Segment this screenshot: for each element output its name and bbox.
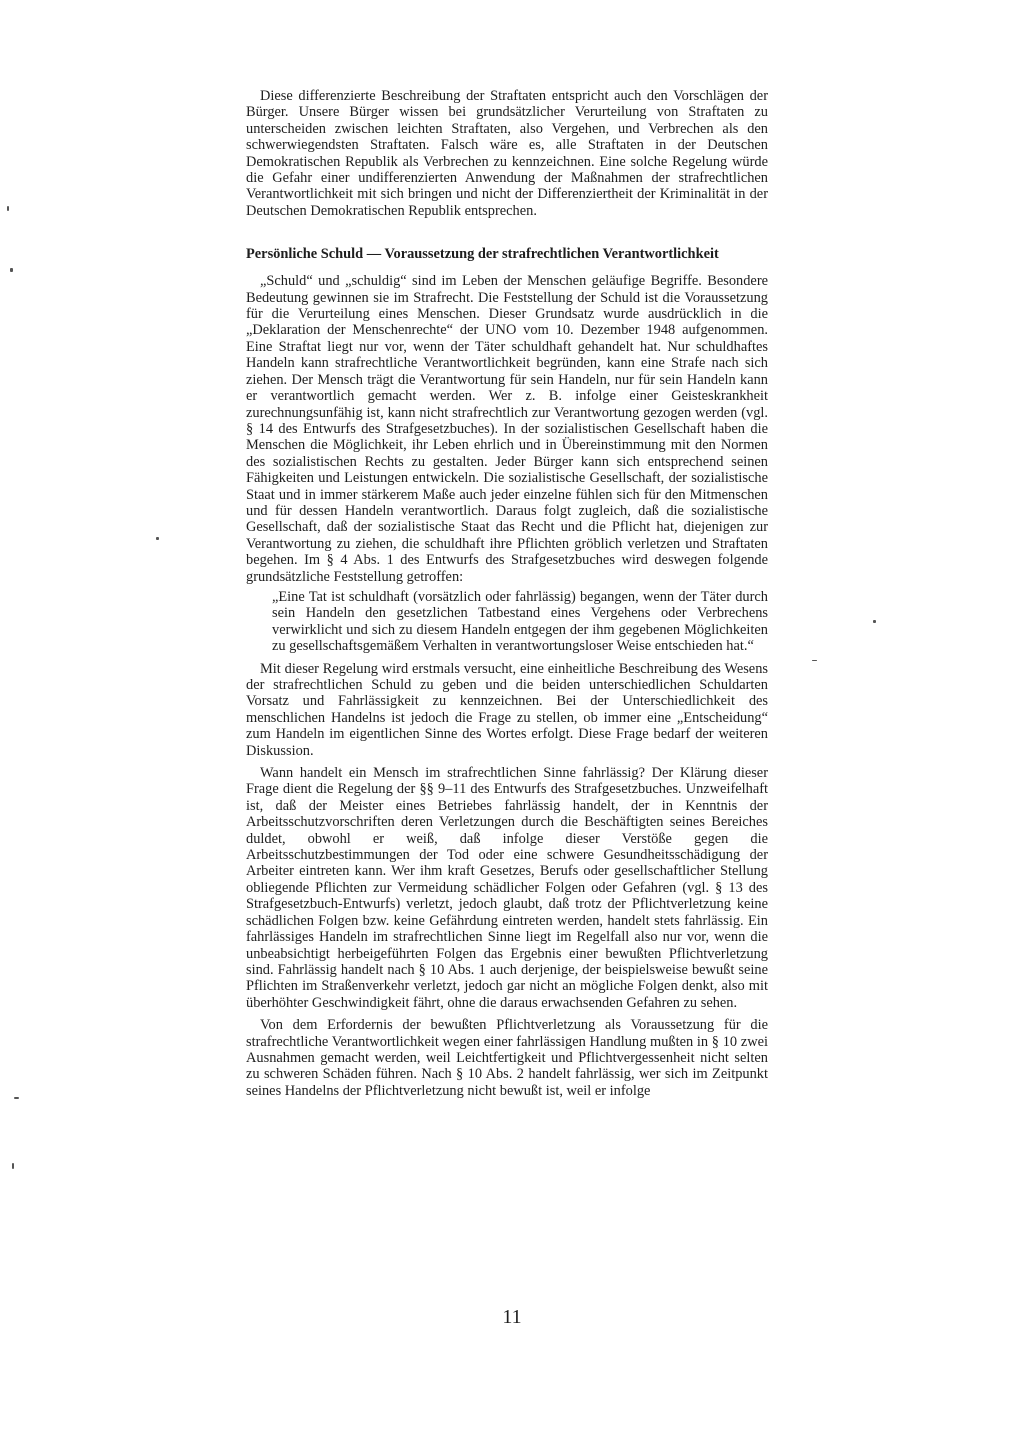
scan-speck — [10, 268, 13, 272]
page-number: 11 — [502, 1306, 522, 1328]
section-heading: Persönliche Schuld — Voraussetzung der strafrechtlichen Verantwortlichkeit — [246, 246, 719, 263]
paragraph-einheitliche-beschreibung: Mit dieser Regelung wird erstmals versucht, eine einheitliche Beschreibung des Wesens der strafrechtlichen Schuld zu geben und die beiden unterschiedlichen Schuldarten Vorsatz und Fahrlässigkeit zu kennzeichnen. Bei der Unterschiedlichkeit des menschlichen Handelns ist jedoch die Frage zu stellen, ob immer eine „Entscheidung“ zum Handeln im eigentlichen Sinne des Wortes erfolgt. Diese Frage bedarf der weiteren Diskussion. — [246, 660, 768, 759]
paragraph-schuld-und-schuldig: „Schuld“ und „schuldig“ sind im Leben der Menschen geläufige Begriffe. Besondere Bedeutung gewinnen sie im Strafrecht. Die Feststellung der Schuld ist die Voraussetzung für die Verurteilung eines Menschen. Dieser Grundsatz wurde ausdrücklich in die „Deklaration der Menschenrechte“ der UNO vom 10. Dezember 1948 aufgenommen. Eine Straftat liegt nur vor, wenn der Täter schuldhaft gehandelt hat. Nur schuldhaftes Handeln kann strafrechtliche Verantwortlichkeit begründen, kann eine Strafe nach sich ziehen. Der Mensch trägt die Verantwortung für sein Handeln, nur für sein Handeln kann er verantwortlich gemacht werden. Wer z. B. infolge einer Geisteskrankheit zurechnungsunfähig ist, kann nicht strafrechtlich zur Verantwortung gezogen werden (vgl. § 14 des Entwurfs des Strafgesetzbuches). In der sozialistischen Gesellschaft haben die Menschen die Möglichkeit, ihr Leben ehrlich und in Übereinstimmung mit den Normen des sozialistischen Rechts zu gestalten. Jeder Bürger kann sich entsprechend seinen Fähigkeiten und Leistungen entwickeln. Die sozialistische Gesellschaft, der sozialistische Staat und in immer stärkerem Maße auch jeder einzelne fühlen sich für den Mitmenschen und für dessen Handeln verantwortlich. Daraus folgt zugleich, daß die sozialistische Gesellschaft, daß der sozialistische Staat das Recht und die Pflicht hat, diejenigen zur Verantwortung zu ziehen, die schuldhaft ihre Pflichten gröblich verletzen und Straftaten begehen. Im § 4 Abs. 1 des Entwurfs des Strafgesetzbuches wird deswegen folgende grundsätzliche Feststellung getroffen: — [246, 273, 768, 585]
quote-paragraph-4-abs-1: „Eine Tat ist schuldhaft (vorsätzlich oder fahrlässig) begangen, wenn der Täter durch sein Handeln den gesetzlichen Tatbestand eines Vergehens oder Verbrechens verwirklicht und sich zu diesem Handeln entgegen der ihm gegebenen Möglichkeiten zu gesellschaftsgemäßem Verhalten in verantwortungsloser Weise entschieden hat.“ — [272, 588, 768, 655]
scan-speck — [873, 620, 876, 623]
legal-quote — [272, 589, 768, 655]
scan-speck — [156, 537, 159, 540]
scan-speck — [12, 1163, 14, 1169]
paragraph-differenzierte-beschreibung: Diese differenzierte Beschreibung der Straftaten entspricht auch den Vorschlägen der Bürger. Unsere Bürger wissen bei grundsätzlicher Verurteilung von Straftaten zu unterscheiden zwischen leichten Straftaten, also Vergehen, und Verbrechen als den schwerwiegendsten Straftaten. Falsch wäre es, alle Straftaten in der Deutschen Demokratischen Republik als Verbrechen zu kennzeichnen. Eine solche Regelung würde die Gefahr einer undifferenzierten Anwendung der Maßnahmen der strafrechtlichen Verantwortlichkeit mit sich bringen und nicht der Differenziertheit der Kriminalität in der Deutschen Demokratischen Republik entsprechen. — [246, 88, 768, 219]
scan-speck — [7, 206, 9, 211]
document-page — [246, 88, 768, 1099]
paragraph-fahrlaessigkeit: Wann handelt ein Mensch im strafrechtlichen Sinne fahrlässig? Der Klärung dieser Frage dient die Regelung der §§ 9–11 des Entwurfs des Strafgesetzbuches. Unzweifelhaft ist, daß der Meister eines Betriebes fahrlässig handelt, der in Kenntnis der Arbeitsschutzvorschriften deren Verletzungen durch die Beschäftigten seines Bereiches duldet, obwohl er weiß, daß infolge dieser Verstöße gegen die Arbeitsschutzbestimmungen der Tod oder eine schwere Gesundheitsschädigung der Arbeiter eintreten kann. Wer ihm kraft Gesetzes, Berufs oder gesellschaftlicher Stellung obliegende Pflichten zur Vermeidung schädlicher Folgen oder Gefahren (vgl. § 13 des Strafgesetzbuch-Entwurfs) verletzt, jedoch glaubt, daß trotz der Pflichtverletzung keine schädlichen Folgen bzw. keine Gefährdung eintreten werden, handelt stets fahrlässig. Ein fahrlässiges Handeln im strafrechtlichen Sinne liegt im Regelfall also nur vor, wenn die unbeabsichtigt herbeigeführten Folgen das Ergebnis einer bewußten Pflichtverletzung sind. Fahrlässig handelt nach § 10 Abs. 1 auch derjenige, der beispielsweise bewußt seine Pflichten im Straßenverkehr verletzt, jedoch gar nicht an mögliche Folgen denkt, also mit überhöhter Geschwindigkeit fährt, ohne die daraus erwachsenden Gefahren zu sehen. — [246, 765, 768, 1011]
scan-speck — [812, 660, 817, 661]
scan-speck — [14, 1097, 19, 1099]
paragraph-bewusste-pflichtverletzung: Von dem Erfordernis der bewußten Pflichtverletzung als Voraussetzung für die strafrechtliche Verantwortlichkeit wegen einer fahrlässigen Handlung mußten in § 10 zwei Ausnahmen gemacht werden, weil Leichtfertigkeit und Pflichtvergessenheit nicht selten zu schweren Schäden führen. Nach § 10 Abs. 2 handelt fahrlässig, wer sich im Zeitpunkt seines Handelns der Pflichtverletzung nicht bewußt ist, weil er infolge — [246, 1017, 768, 1099]
